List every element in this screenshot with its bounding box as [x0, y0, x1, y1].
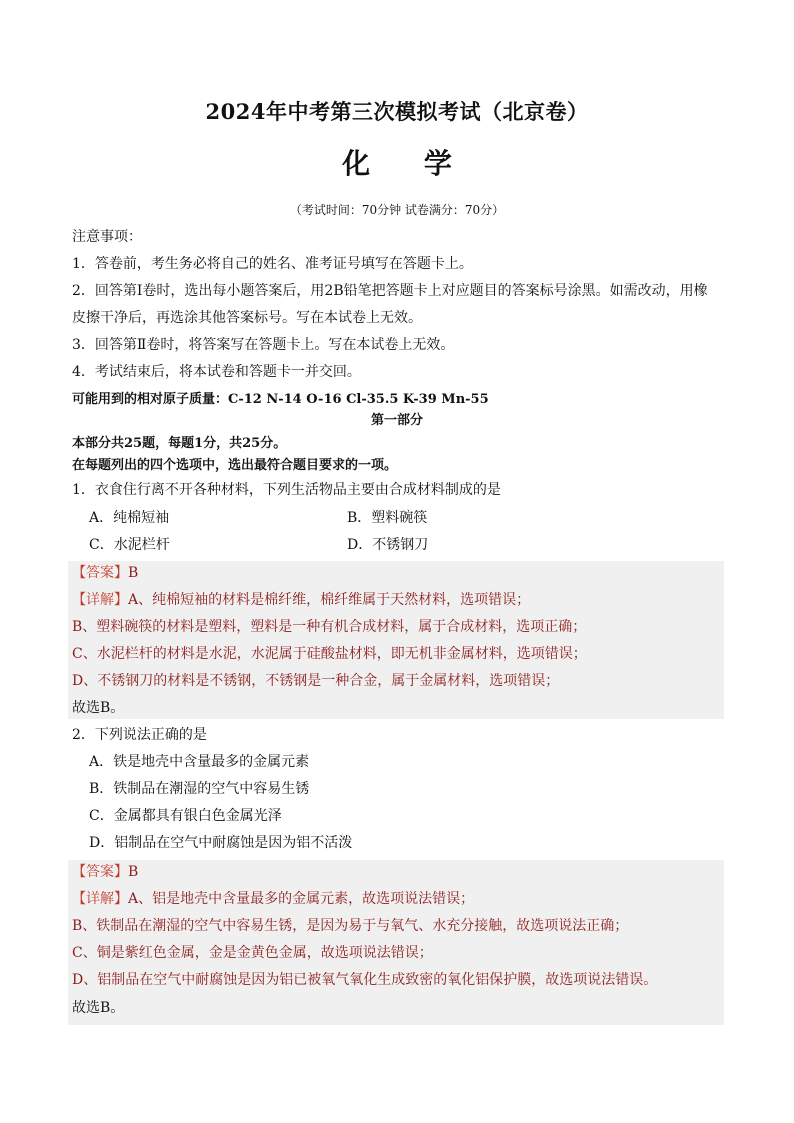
q1-option-c: C．水泥栏杆 — [89, 537, 170, 553]
q1-detail-b: B、塑料碗筷的材料是塑料，塑料是一种有机合成材料，属于合成材料，选项正确； — [72, 619, 587, 635]
answer-tag: 【答案】 — [72, 565, 128, 581]
part-intro: 在每题列出的四个选项中，选出最符合题目要求的一项。 — [72, 458, 398, 473]
q1-conclusion: 故选B。 — [72, 700, 125, 716]
note-item: 皮擦干净后，再选涂其他答案标号。写在本试卷上无效。 — [72, 310, 422, 326]
note-item: 2．回答第Ⅰ卷时，选出每小题答案后，用2B铅笔把答题卡上对应题目的答案标号涂黑。如需改动，用橡 — [72, 283, 708, 299]
question-2-stem: 2．下列说法正确的是 — [72, 727, 207, 743]
atomic-masses: 可能用到的相对原子质量：C-12 N-14 O-16 Cl-35.5 K-39 Mn-55 — [72, 392, 489, 407]
q2-detail-d: D、铝制品在空气中耐腐蚀是因为铝已被氧气氧化生成致密的氧化铝保护膜，故选项说法错误。 — [72, 972, 658, 988]
answer-value: B — [128, 864, 139, 880]
answer-value: B — [128, 565, 139, 581]
q1-answer — [72, 563, 138, 583]
q2-option-b: B．铁制品在潮湿的空气中容易生锈 — [89, 781, 310, 797]
exam-title: 2024年中考第三次模拟考试（北京卷） — [205, 99, 589, 124]
part-intro: 本部分共25题，每题1分，共25分。 — [72, 436, 287, 451]
subject-title: 化 学 — [342, 147, 474, 180]
q1-detail-a — [72, 590, 530, 610]
q1-detail-c: C、水泥栏杆的材料是水泥，水泥属于硅酸盐材料，即无机非金属材料，选项错误； — [72, 646, 587, 662]
detail-text: A、铝是地壳中含量最多的金属元素，故选项说法错误； — [128, 891, 475, 907]
q2-detail-b: B、铁制品在潮湿的空气中容易生锈，是因为易于与氧气、水充分接触，故选项说法正确； — [72, 918, 629, 934]
question-1-stem: 1．衣食住行离不开各种材料，下列生活物品主要由合成材料制成的是 — [72, 482, 501, 498]
q1-option-a: A．纯棉短袖 — [89, 510, 170, 526]
detail-tag: 【详解】 — [72, 891, 128, 907]
answer-tag: 【答案】 — [72, 864, 128, 880]
detail-text: A、纯棉短袖的材料是棉纤维，棉纤维属于天然材料，选项错误； — [128, 592, 531, 608]
note-item: 3．回答第Ⅱ卷时，将答案写在答题卡上。写在本试卷上无效。 — [72, 337, 455, 353]
q1-answer-box — [68, 561, 724, 719]
q2-conclusion: 故选B。 — [72, 1000, 125, 1016]
notes-heading: 注意事项： — [72, 229, 142, 245]
q2-answer-box — [68, 860, 724, 1025]
q2-detail-c: C、铜是紫红色金属，金是金黄色金属，故选项说法错误； — [72, 945, 433, 961]
q1-option-d: D．不锈钢刀 — [347, 537, 429, 553]
q2-detail-a — [72, 889, 474, 909]
q2-option-c: C．金属都具有银白色金属光泽 — [89, 808, 282, 824]
q2-answer — [72, 862, 138, 882]
q1-option-b: B．塑料碗筷 — [347, 510, 428, 526]
note-item: 1．答卷前，考生务必将自己的姓名、准考证号填写在答题卡上。 — [72, 256, 473, 272]
q2-option-d: D．铝制品在空气中耐腐蚀是因为铝不活泼 — [89, 835, 353, 851]
detail-tag: 【详解】 — [72, 592, 128, 608]
note-item: 4．考试结束后，将本试卷和答题卡一并交回。 — [72, 364, 361, 380]
exam-info: （考试时间：70分钟 试卷满分：70分） — [289, 203, 505, 217]
q2-option-a: A．铁是地壳中含量最多的金属元素 — [89, 754, 310, 770]
part-heading: 第一部分 — [370, 413, 423, 428]
q1-detail-d: D、不锈钢刀的材料是不锈钢，不锈钢是一种合金，属于金属材料，选项错误； — [72, 673, 560, 689]
